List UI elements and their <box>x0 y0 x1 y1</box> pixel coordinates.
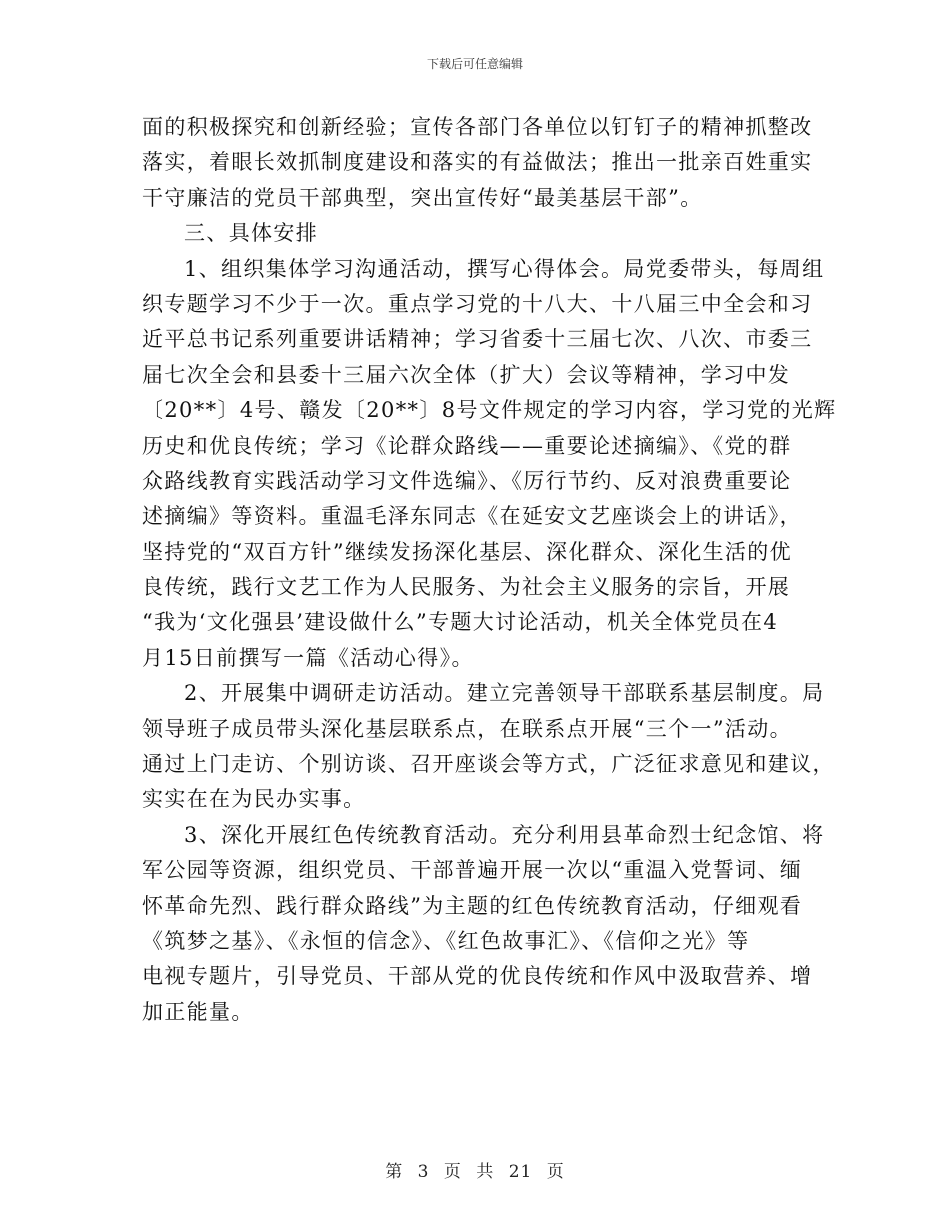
page-header: 下载后可任意编辑 <box>426 57 523 71</box>
text-line: 届七次全会和县委十三届六次全体（扩大）会议等精神，学习中发 <box>142 362 791 387</box>
footer-prefix: 第 <box>385 1162 404 1182</box>
text-line: 织专题学习不少于一次。重点学习党的十八大、十八届三中全会和习 <box>142 291 813 316</box>
text-line: 近平总书记系列重要讲话精神；学习省委十三届七次、八次、市委三 <box>142 327 813 352</box>
text-line: 历史和优良传统；学习《论群众路线——重要论述摘编》、《党的群 <box>142 433 792 458</box>
text-line: 怀革命先烈、践行群众路线”为主题的红色传统教育活动，仔细观看 <box>142 893 803 918</box>
text-line: 加正能量。 <box>142 999 254 1024</box>
text-line: 坚持党的“双百方针”继续发扬深化基层、深化群众、深化生活的优 <box>142 539 792 564</box>
page-footer <box>0 1157 950 1182</box>
text-line: “我为‘文化强县’建设做什么”专题大讨论活动，机关全体党员在4 <box>142 610 779 635</box>
footer-suffix: 页 <box>546 1162 565 1182</box>
text-line: 月15日前撰写一篇《活动心得》。 <box>142 645 474 670</box>
text-line: 实实在在为民办实事。 <box>142 787 366 812</box>
text-line: 电视专题片，引导党员、干部从党的优良传统和作风中汲取营养、增 <box>142 964 813 989</box>
text-line: 通过上门走访、个别访谈、召开座谈会等方式，广泛征求意见和建议， <box>142 752 835 777</box>
text-line: 述摘编》等资料。重温毛泽东同志《在延安文艺座谈会上的讲话》， <box>142 504 802 529</box>
text-line: 众路线教育实践活动学习文件选编》、《厉行节约、反对浪费重要论 <box>142 468 792 493</box>
text-line: 2、开展集中调研走访活动。建立完善领导干部联系基层制度。局 <box>184 681 825 706</box>
footer-total-word: 共 <box>476 1162 495 1182</box>
text-line: 干守廉洁的党员干部典型，突出宣传好“最美基层干部”。 <box>142 185 703 210</box>
text-line: 军公园等资源，组织党员、干部普遍开展一次以“重温入党誓词、缅 <box>142 858 803 883</box>
text-line: 面的积极探究和创新经验；宣传各部门各单位以钉钉子的精神抓整改 <box>142 115 813 139</box>
text-line: 《筑梦之基》、《永恒的信念》、《红色故事汇》、《信仰之光》等 <box>142 928 750 953</box>
text-line: 〔20**〕4号、赣发〔20**〕8号文件规定的学习内容，学习党的光辉 <box>142 398 837 423</box>
text-line: 3、深化开展红色传统教育活动。充分利用县革命烈士纪念馆、将 <box>184 822 825 847</box>
text-line: 落实，着眼长效抓制度建设和落实的有益做法；推出一批亲百姓重实 <box>142 150 813 175</box>
text-line: 三、具体安排 <box>184 221 319 246</box>
document-body <box>142 110 837 1030</box>
text-line: 领导班子成员带头深化基层联系点，在联系点开展“三个一”活动。 <box>142 716 792 741</box>
footer-total-pages: 21 <box>508 1162 533 1182</box>
text-line: 1、组织集体学习沟通活动，撰写心得体会。局党委带头，每周组 <box>184 256 825 281</box>
footer-page-word: 页 <box>443 1162 462 1182</box>
text-line: 良传统，践行文艺工作为人民服务、为社会主义服务的宗旨，开展 <box>142 575 791 600</box>
footer-page-number: 3 <box>417 1162 430 1182</box>
